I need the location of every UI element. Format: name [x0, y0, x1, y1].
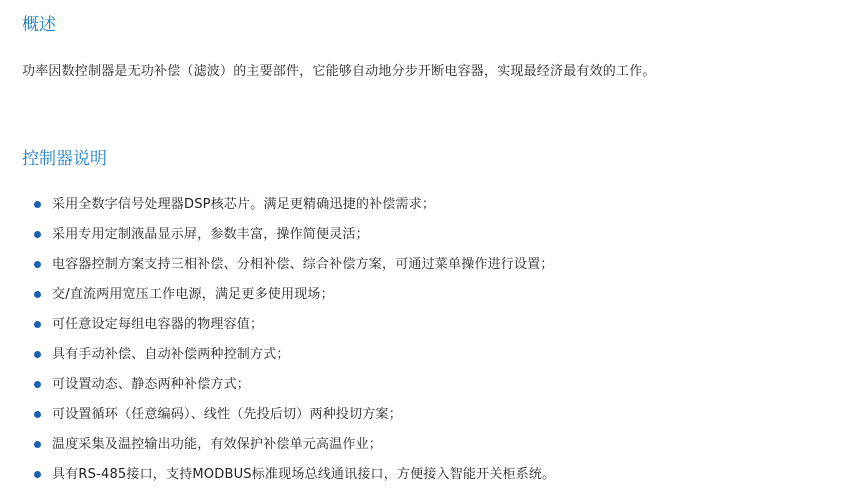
- bullet-icon: [34, 471, 41, 478]
- list-item: [0, 220, 555, 250]
- feature-list: [0, 190, 555, 490]
- list-item: [0, 400, 555, 430]
- bullet-icon: [34, 261, 41, 268]
- bullet-icon: [34, 351, 41, 358]
- list-item-text: 电容器控制方案支持三相补偿、分相补偿、综合补偿方案，可通过菜单操作进行设置；: [52, 257, 554, 272]
- list-item-text: 采用专用定制液晶显示屏，参数丰富，操作简便灵活；: [52, 227, 369, 242]
- list-item-text: 温度采集及温控输出功能，有效保护补偿单元高温作业；: [52, 437, 383, 452]
- list-item-text: 可任意设定每组电容器的物理容值；: [52, 317, 264, 332]
- list-item-text: 交/直流两用宽压工作电源，满足更多使用现场；: [52, 287, 334, 302]
- list-item: [0, 340, 555, 370]
- controller-title: 控制器说明: [22, 149, 107, 169]
- list-item-text: 具有手动补偿、自动补偿两种控制方式；: [52, 347, 290, 362]
- list-item-text: 可设置动态、静态两种补偿方式；: [52, 377, 251, 392]
- bullet-icon: [34, 231, 41, 238]
- bullet-icon: [34, 441, 41, 448]
- bullet-icon: [34, 381, 41, 388]
- list-item: [0, 310, 555, 340]
- overview-text: 功率因数控制器是无功补偿（滤波）的主要部件，它能够自动地分步开断电容器，实现最经济最有效的工作。: [22, 64, 656, 79]
- list-item: [0, 370, 555, 400]
- overview-title: 概述: [22, 15, 56, 35]
- list-item: [0, 190, 555, 220]
- bullet-icon: [34, 321, 41, 328]
- bullet-icon: [34, 291, 41, 298]
- list-item: [0, 460, 555, 490]
- list-item-text: 具有RS-485接口，支持MODBUS标准现场总线通讯接口，方便接入智能开关柜系统。: [52, 467, 556, 482]
- bullet-icon: [34, 201, 41, 208]
- list-item: [0, 430, 555, 460]
- list-item-text: 可设置循环（任意编码）、线性（先投后切）两种投切方案；: [52, 407, 402, 422]
- bullet-icon: [34, 411, 41, 418]
- list-item-text: 采用全数字信号处理器DSP核芯片。满足更精确迅捷的补偿需求；: [52, 197, 436, 212]
- list-item: [0, 250, 555, 280]
- list-item: [0, 280, 555, 310]
